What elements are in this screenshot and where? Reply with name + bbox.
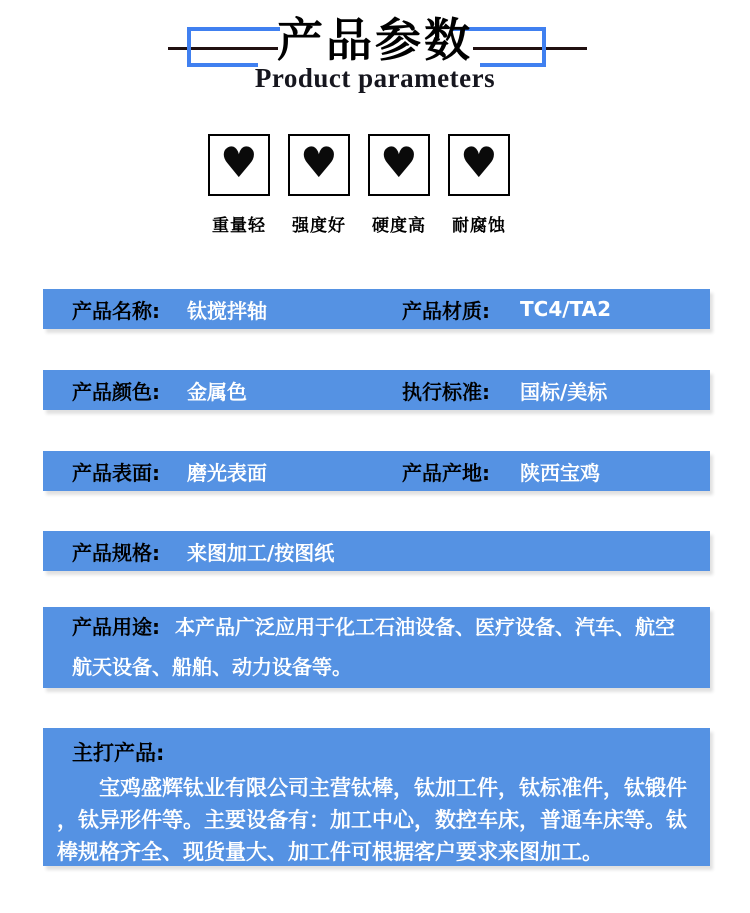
param-row-main-products bbox=[43, 728, 710, 866]
param-label-surface: 产品表面: bbox=[72, 460, 160, 485]
param-value-material: TC4/TA2 bbox=[520, 297, 612, 321]
param-label-usage: 产品用途: bbox=[72, 615, 160, 639]
param-row-surface-origin bbox=[43, 451, 710, 491]
param-value-main-products: 宝鸡盛辉钛业有限公司主营钛棒，钛加工件，钛标准件，钛锻件，钛异形件等。主要设备有：加工中心，数控车床，普通车床等。钛棒规格齐全、现货量大、加工件可根据客户要求来图加工。 bbox=[57, 776, 687, 864]
feature-item-strength bbox=[288, 134, 350, 236]
page-title: 产品参数 bbox=[277, 13, 473, 67]
param-value-color: 金属色 bbox=[187, 379, 247, 404]
heart-icon bbox=[368, 134, 430, 196]
feature-list bbox=[0, 134, 750, 236]
feature-item-corrosion bbox=[448, 134, 510, 236]
feature-label: 耐腐蚀 bbox=[452, 216, 506, 236]
param-pair bbox=[72, 295, 402, 324]
param-row-color-standard bbox=[43, 370, 710, 410]
param-pair bbox=[72, 376, 402, 405]
feature-label: 强度好 bbox=[292, 216, 346, 236]
param-label-standard: 执行标准: bbox=[402, 379, 490, 404]
param-value-standard: 国标/美标 bbox=[520, 379, 608, 404]
heart-icon bbox=[208, 134, 270, 196]
param-label-main-products: 主打产品: bbox=[72, 741, 165, 765]
param-value-usage: 本产品广泛应用于化工石油设备、医疗设备、汽车、航空航天设备、船舶、动力设备等。 bbox=[72, 615, 675, 679]
page-subtitle: Product parameters bbox=[254, 63, 496, 93]
param-pair bbox=[402, 295, 611, 324]
heart-icon bbox=[288, 134, 350, 196]
param-pair bbox=[402, 457, 600, 486]
param-label-origin: 产品产地: bbox=[402, 460, 490, 485]
param-value-surface: 磨光表面 bbox=[187, 460, 267, 485]
param-pair bbox=[72, 537, 402, 566]
param-value-spec: 来图加工/按图纸 bbox=[187, 540, 335, 565]
heart-icon bbox=[448, 134, 510, 196]
param-label-product-name: 产品名称: bbox=[72, 298, 160, 323]
param-row-spec bbox=[43, 531, 710, 571]
param-row-usage bbox=[43, 607, 710, 688]
param-label-spec: 产品规格: bbox=[72, 540, 160, 565]
header bbox=[0, 0, 750, 108]
feature-label: 硬度高 bbox=[372, 216, 426, 236]
param-label-material: 产品材质: bbox=[402, 298, 490, 323]
heart-glyph: ♥ bbox=[380, 138, 418, 187]
param-pair bbox=[72, 457, 402, 486]
param-row-name-material bbox=[43, 289, 710, 329]
heart-glyph: ♥ bbox=[460, 138, 498, 187]
feature-label: 重量轻 bbox=[212, 216, 266, 236]
param-label-color: 产品颜色: bbox=[72, 379, 160, 404]
parameter-rows bbox=[0, 289, 750, 866]
heart-glyph: ♥ bbox=[300, 138, 338, 187]
param-pair bbox=[402, 376, 607, 405]
feature-item-lightweight bbox=[208, 134, 270, 236]
heart-glyph: ♥ bbox=[220, 138, 258, 187]
param-value-product-name: 钛搅拌轴 bbox=[187, 298, 267, 323]
param-value-origin: 陕西宝鸡 bbox=[520, 460, 600, 485]
feature-item-hardness bbox=[368, 134, 430, 236]
